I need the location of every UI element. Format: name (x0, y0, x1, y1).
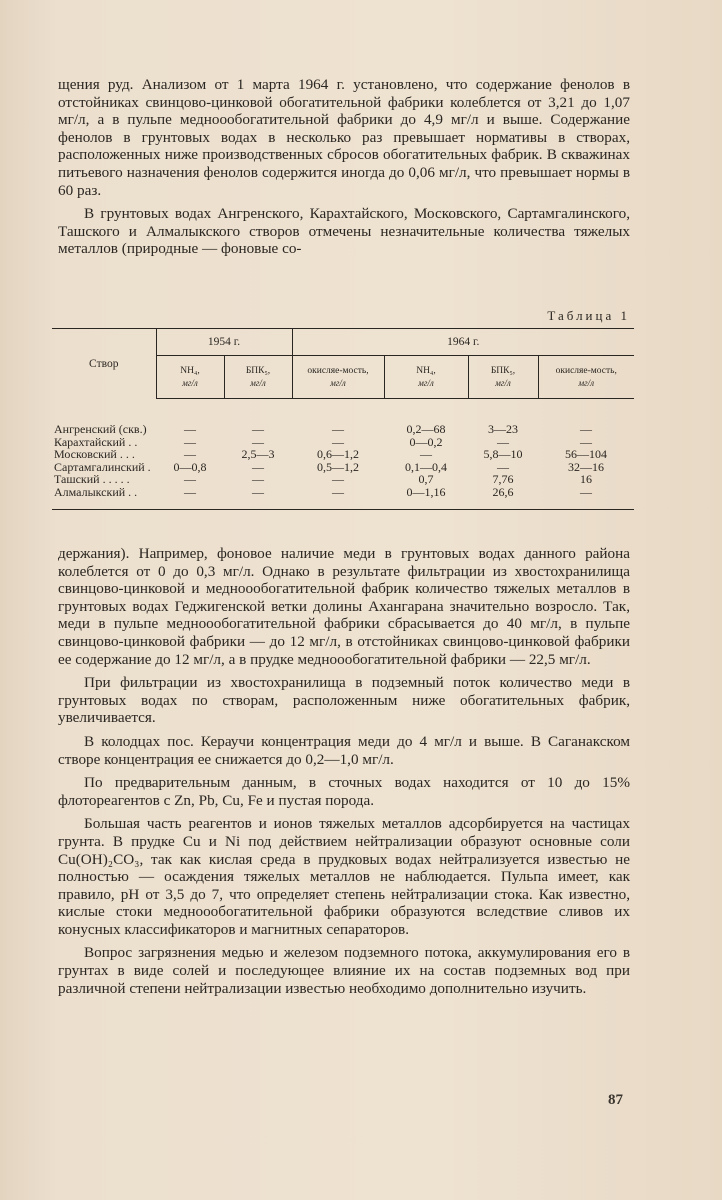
table-cell: — (580, 434, 592, 449)
table-cell: — (252, 434, 264, 449)
paragraph: Большая часть реагентов и ионов тяжелых металлов адсорбируется на частицах грунта. В прудке Cu и Ni под действием нейтрализации образуют основные соли Cu(OH)₂CO₃, так как кислая среда в прудковых водах нейтрализуется известью не полностью — осаждения тяжелых металлов не наблюдается. Пульпа имеет, как правило, pH от 3,5 до 7, что определяет степень нейтрализации стока. Как известно, кислые стоки медноообогатительной фабрики образуются вследствие сливов их конусных классификаторов и магнитных сепараторов. (58, 815, 630, 938)
table-cell: — (580, 422, 592, 436)
subheader-label: NH₄, (416, 365, 436, 376)
table-cell: — (184, 422, 196, 436)
table-cell: — (224, 486, 292, 509)
table-cell: — (332, 472, 344, 487)
table-cell: 26,6 (468, 486, 538, 509)
row-stvor-name: Алмалыкский . . (52, 486, 156, 509)
table-cell: — (252, 459, 264, 474)
subheader-unit: мг/л (418, 377, 434, 388)
paragraph: держания). Например, фоновое наличие меди в грунтовых водах данного района колеблется от 0 до 0,3 мг/л. Однако в результате фильтрации из хвостохранилища свинцово-цинковой и медноообогатительной фабрик количество тяжелых металлов в грунтовых водах Геджигенской ветки долины Ахангарана значительно возросло. Так, меди в пульпе медноообогатительной фабрики сбрасывается до 40 мг/л, в пульпе свинцово-цинковой фабрики — до 12 мг/л, в отстойниках свинцово-цинковой фабрики ее содержание до 12 мг/л, а в прудке медноообогатительной фабрики — 22,5 мг/л. (58, 545, 630, 668)
paragraph: При фильтрации из хвостохранилища в подземный поток количество меди в грунтовых водах по створам, расположенным ниже обогатительных фабрик, увеличивается. (58, 674, 630, 727)
table-cell: 0,7 (418, 472, 434, 487)
subheader-label: NH₄, (180, 365, 200, 376)
table-cell: 0—1,16 (384, 486, 468, 509)
table-cell: — (538, 486, 634, 509)
subheader-unit: мг/л (182, 377, 198, 388)
paragraph: В колодцах пос. Кераучи концентрация меди до 4 мг/л и выше. В Саганакском створе концентрация ее снижается до 0,2—1,0 мг/л. (58, 732, 630, 768)
table-cell: 56—104 (565, 447, 607, 462)
header-year-1964: 1964 г. (292, 329, 634, 356)
subheader-cell (468, 356, 538, 399)
subheader-cell (538, 356, 634, 399)
subheader-cell (156, 356, 224, 399)
table-cell: 0,5—1,2 (317, 459, 359, 474)
text-block-bottom (58, 545, 630, 997)
subheader-cell (292, 356, 384, 399)
table-cell: 3—23 (488, 422, 518, 436)
table-cell: 2,5—3 (241, 447, 275, 462)
paragraph: В грунтовых водах Ангренского, Карахтайского, Московского, Сартамгалинского, Ташского и Алмалыкского створов отмечены незначительные количества тяжелых металлов (природные — фоновые со- (58, 205, 630, 258)
subheader-unit: мг/л (250, 377, 266, 388)
table-cell: — (252, 422, 264, 436)
table-cell: — (156, 486, 224, 509)
subheader-unit: мг/л (495, 377, 511, 388)
data-table (52, 328, 634, 510)
paragraph: щения руд. Анализом от 1 марта 1964 г. установлено, что содержание фенолов в отстойниках свинцово-цинковой обогатительной фабрики колеблется от 3,21 до 1,07 мг/л, а в пульпе медноообогатительной фабрики до 4,9 мг/л и выше. Содержание фенолов в грунтовых водах в несколько раз превышает нормативы в створах, расположенных ниже производственных сбросов обогатительных фабрик. В скважинах питьевого назначения фенолов содержится иногда до 0,06 мг/л, что превышает нормы в 60 раз. (58, 76, 630, 199)
header-year-1954: 1954 г. (156, 329, 292, 356)
table-cell: — (184, 472, 196, 487)
table-row (52, 399, 634, 436)
table-cell: — (497, 459, 509, 474)
row-stvor-name: Сартамгалинский . (54, 459, 151, 474)
paragraph: Вопрос загрязнения медью и железом подземного потока, аккумулирования его в грунтах в виде солей и последующее влияние их на состав подземных вод при различной степени нейтрализации известью необходимо дополнительно изучить. (58, 944, 630, 997)
subheader-unit: мг/л (578, 377, 595, 388)
table-cell: — (184, 434, 196, 449)
page-number: 87 (608, 1092, 623, 1108)
subheader-label: окисляе-мость, (555, 365, 617, 376)
table-cell: — (332, 434, 344, 449)
row-stvor-name: Ташский . . . . . (54, 472, 130, 487)
row-stvor-name: Ангренский (скв.) (54, 421, 147, 436)
table-cell: — (332, 422, 344, 436)
subheader-label: БПК₅, (490, 365, 516, 376)
table-cell: — (252, 472, 264, 487)
subheader-unit: мг/л (330, 377, 346, 388)
table-cell: 0—0,8 (173, 459, 207, 474)
table-row (52, 448, 634, 461)
table-cell: 32—16 (568, 459, 604, 474)
table-cell: — (292, 486, 384, 509)
table-cell: 0,1—0,4 (405, 459, 447, 474)
subheader-cell (224, 356, 292, 399)
table-cell: 0—0,2 (409, 434, 443, 449)
subheader-label: БПК₅, (245, 365, 271, 376)
table-cell: 0,6—1,2 (317, 447, 359, 462)
row-stvor-name: Московский . . . (54, 447, 135, 462)
header-stvor: Створ (52, 329, 156, 399)
table-cell: 16 (580, 472, 592, 487)
table-caption: Таблица 1 (547, 308, 630, 323)
table-cell: 0,2—68 (406, 422, 446, 436)
table-cell: — (184, 447, 196, 462)
subheader-cell (384, 356, 468, 399)
table-cell: — (497, 434, 509, 449)
subheader-label: окисляе-мость, (307, 365, 369, 376)
paragraph: По предварительным данным, в сточных водах находится от 10 до 15% флотореагентов с Zn, Pb, Cu, Fe и пустая порода. (58, 774, 630, 809)
table-row (52, 486, 634, 509)
table-cell: 7,76 (492, 472, 514, 487)
text-block-top (58, 76, 630, 258)
table-cell: — (420, 447, 432, 462)
row-stvor-name: Карахтайский . . (54, 434, 138, 449)
table-cell: 5,8—10 (483, 447, 523, 462)
